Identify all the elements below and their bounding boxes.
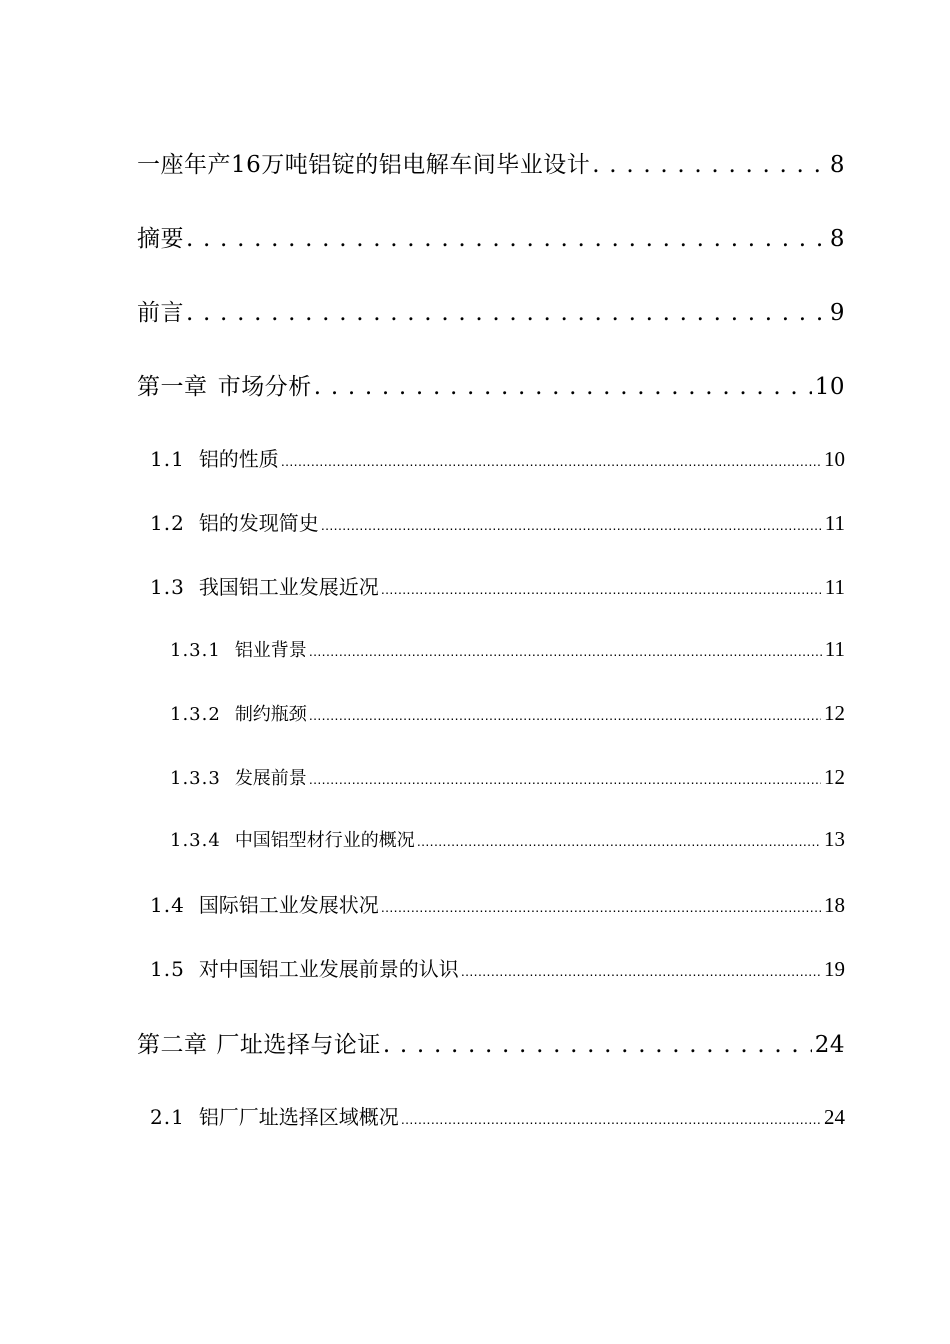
toc-page-number: 8 (829, 226, 845, 252)
toc-entry-title: 摘要 (137, 226, 184, 252)
toc-entry-number: 1.3.3 (170, 768, 221, 789)
toc-page-number: 11 (824, 637, 845, 661)
toc-entry-2-1[interactable] (150, 1101, 845, 1130)
toc-entry-1-3[interactable] (150, 571, 845, 600)
toc-entry-thesis-title[interactable] (137, 146, 845, 179)
toc-entry-number: 第一章 (137, 374, 208, 400)
toc-page-number: 19 (824, 957, 845, 981)
dot-leader (401, 1105, 821, 1129)
toc-entry-title: 一座年产16万吨铝锭的铝电解车间毕业设计 (137, 152, 591, 178)
dot-leader (309, 768, 821, 789)
toc-entry-title: 制约瓶颈 (234, 704, 307, 725)
toc-page-number: 10 (824, 447, 845, 471)
toc-page-number: 11 (824, 575, 845, 599)
toc-entry-number: 第二章 (137, 1032, 208, 1058)
toc-entry-abstract[interactable] (137, 220, 845, 253)
toc-entry-number: 1.2 (150, 511, 185, 535)
toc-page-number: 12 (824, 765, 845, 789)
toc-entry-number: 1.3.1 (170, 640, 221, 661)
toc-entry-number: 2.1 (150, 1105, 185, 1129)
dot-leader (321, 511, 822, 535)
toc-entry-title: 铝业背景 (234, 640, 307, 661)
toc-entry-title: 我国铝工业发展近况 (198, 575, 379, 599)
toc-entry-title: 铝的性质 (198, 447, 279, 471)
toc-entry-1-1[interactable] (150, 443, 845, 472)
dot-leader (186, 300, 827, 326)
toc-page-number: 8 (829, 152, 845, 178)
dot-leader (592, 152, 827, 178)
toc-entry-title: 铝厂厂址选择区域概况 (198, 1105, 399, 1129)
dot-leader (281, 447, 821, 471)
toc-entry-title: 对中国铝工业发展前景的认识 (198, 957, 459, 981)
dot-leader (309, 640, 822, 661)
dot-leader (417, 830, 821, 851)
toc-entry-number: 1.3.2 (170, 704, 221, 725)
toc-entry-number: 1.3.4 (170, 830, 221, 851)
toc-entry-title: 前言 (137, 300, 184, 326)
toc-entry-title: 厂址选择与论证 (216, 1032, 381, 1058)
toc-entry-number: 1.5 (150, 957, 185, 981)
toc-entry-1-4[interactable] (150, 889, 845, 918)
dot-leader (186, 226, 827, 252)
toc-entry-title: 铝的发现简史 (198, 511, 319, 535)
toc-page-number: 9 (829, 300, 845, 326)
toc-entry-title: 中国铝型材行业的概况 (234, 830, 415, 851)
dot-leader (381, 575, 822, 599)
toc-entry-title: 发展前景 (234, 768, 307, 789)
toc-entry-number: 1.4 (150, 893, 185, 917)
toc-entry-1-3-4[interactable] (170, 826, 845, 852)
toc-page-number: 12 (824, 701, 845, 725)
toc-entry-preface[interactable] (137, 294, 845, 327)
toc-entry-title: 国际铝工业发展状况 (198, 893, 379, 917)
toc-page-number: 13 (824, 827, 845, 851)
dot-leader (383, 1032, 812, 1058)
toc-entry-chapter-1[interactable] (137, 368, 845, 401)
toc-entry-title: 市场分析 (217, 374, 312, 400)
toc-page-number: 18 (824, 893, 845, 917)
toc-entry-1-3-3[interactable] (170, 764, 845, 790)
dot-leader (461, 957, 821, 981)
dot-leader (314, 374, 812, 400)
toc-entry-number: 1.1 (150, 447, 185, 471)
toc-page-number: 24 (824, 1105, 845, 1129)
toc-entry-number: 1.3 (150, 575, 185, 599)
toc-entry-chapter-2[interactable] (137, 1026, 845, 1059)
toc-entry-1-3-2[interactable] (170, 700, 845, 726)
toc-page-number: 10 (814, 374, 845, 400)
toc-entry-1-5[interactable] (150, 953, 845, 982)
dot-leader (309, 704, 821, 725)
toc-page-number: 11 (824, 511, 845, 535)
dot-leader (381, 893, 821, 917)
toc-page-number: 24 (814, 1032, 845, 1058)
toc-entry-1-3-1[interactable] (170, 636, 845, 662)
toc-entry-1-2[interactable] (150, 507, 845, 536)
